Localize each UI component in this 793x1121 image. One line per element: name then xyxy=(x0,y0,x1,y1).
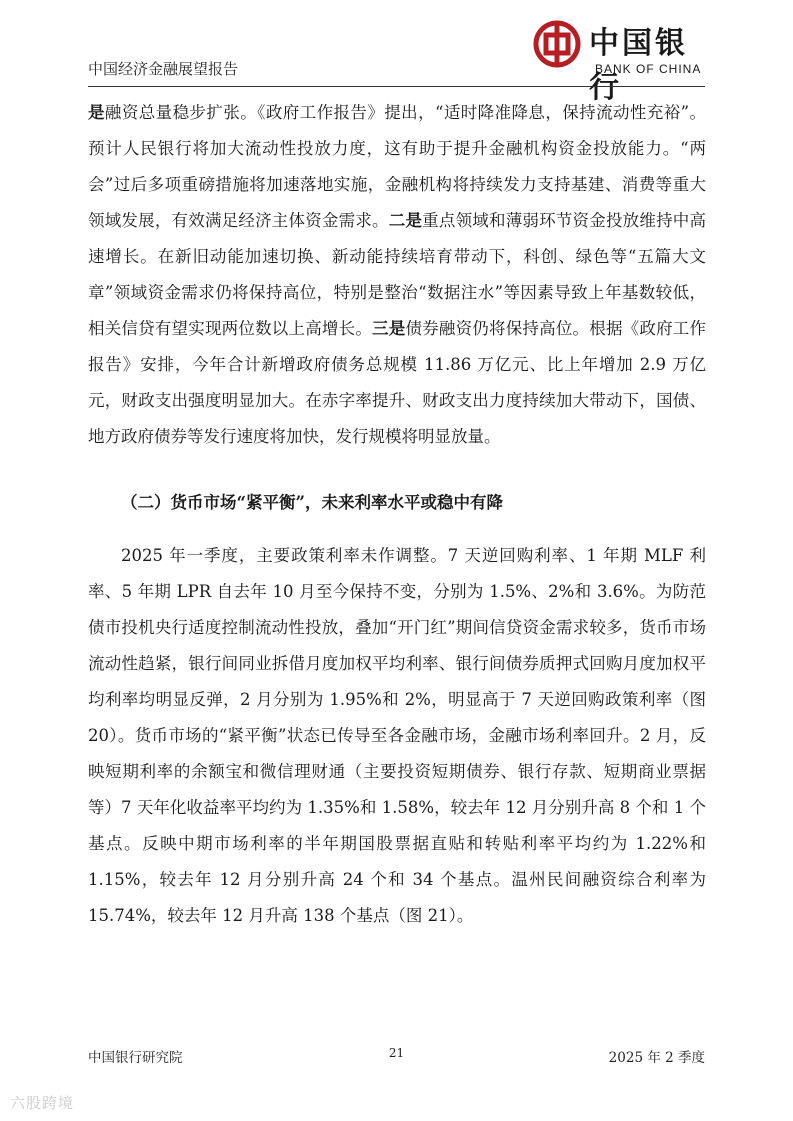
footer-org: 中国银行研究院 xyxy=(88,1050,183,1066)
section-heading: （二）货币市场“紧平衡”，未来利率水平或稳中有降 xyxy=(121,493,503,512)
report-title: 中国经济金融展望报告 xyxy=(88,60,239,78)
point-marker-3: 三是 xyxy=(372,319,406,338)
page-number: 21 xyxy=(388,1046,405,1060)
page-header xyxy=(88,0,705,105)
watermark xyxy=(10,1092,74,1113)
watermark-text: 六股跨境 xyxy=(10,1095,75,1112)
logo-english-name: BANK OF CHINA xyxy=(595,62,702,76)
point-marker-1: 是 xyxy=(88,103,105,122)
point-text-1: 融资总量稳步扩张。《政府工作报告》提出，“适时降准降息，保持流动性充裕”。预计人民银行将加大流动性投放力度，这有助于提升金融机构资金投放能力。“两会”过后多项重磅措施将加速落地实施，金融机构将持续发力支持基建、消费等重大领域发展，有效满足经济主体资金需求。 xyxy=(88,103,707,230)
bank-of-china-logo xyxy=(533,16,705,105)
point-marker-2: 二是 xyxy=(388,211,423,230)
footer-period: 2025 年 2 季度 xyxy=(608,1050,705,1066)
point-text-3: 债券融资仍将保持高位。根据《政府工作报告》安排，今年合计新增政府债务总规模 11.86 万亿元、比上年增加 2.9 万亿元，财政支出强度明显加大。在赤字率提升、财政支出力度持续加大带动下，国债、地方政府债券等发行速度将加快，发行规模将明显放量。 xyxy=(88,319,707,446)
header-divider xyxy=(88,86,705,87)
main-content xyxy=(88,95,706,934)
point-text-2: 重点领域和薄弱环节资金投放维持中高速增长。在新旧动能加速切换、新动能持续培育带动下，科创、绿色等“五篇大文章”领域资金需求仍将保持高位，特别是整治“数据注水”等因素导致上年基数较低，相关信贷有望实现两位数以上高增长。 xyxy=(88,211,707,338)
boc-emblem-icon xyxy=(533,20,581,68)
logo-chinese-name: 中国银行 xyxy=(589,26,688,105)
paragraph-money-market: 2025 年一季度，主要政策利率未作调整。7 天逆回购利率、1 年期 MLF 利率、5 年期 LPR 自去年 10 月至今保持不变，分别为 1.5%、2%和 3.6%。为防范债市投机央行适度控制流动性投放，叠加“开门红”期间信贷资金需求较多，货币市场流动性趋紧，银行间同业拆借月度加权平均利率、银行间债券质押式回购月度加权平均利率均明显反弹，2 月分别为 1.95%和 2%，明显高于 7 天逆回购政策利率（图 20）。货币市场的“紧平衡”状态已传导至各金融市场，金融市场利率回升。2 月，反映短期利率的余额宝和微信理财通（主要投资短期债券、银行存款、短期商业票据等）7 天年化收益率平均约为 1.35%和 1.58%，较去年 12 月分别升高 8 个和 1 个基点。反映中期市场利率的半年期国股票据直贴和转贴利率平均约为 1.22%和 1.15%，较去年 12 月分别升高 24 个和 34 个基点。温州民间融资综合利率为 15.74%，较去年 12 月升高 138 个基点（图 21）。 xyxy=(88,546,706,925)
paragraph-financing xyxy=(88,95,706,455)
